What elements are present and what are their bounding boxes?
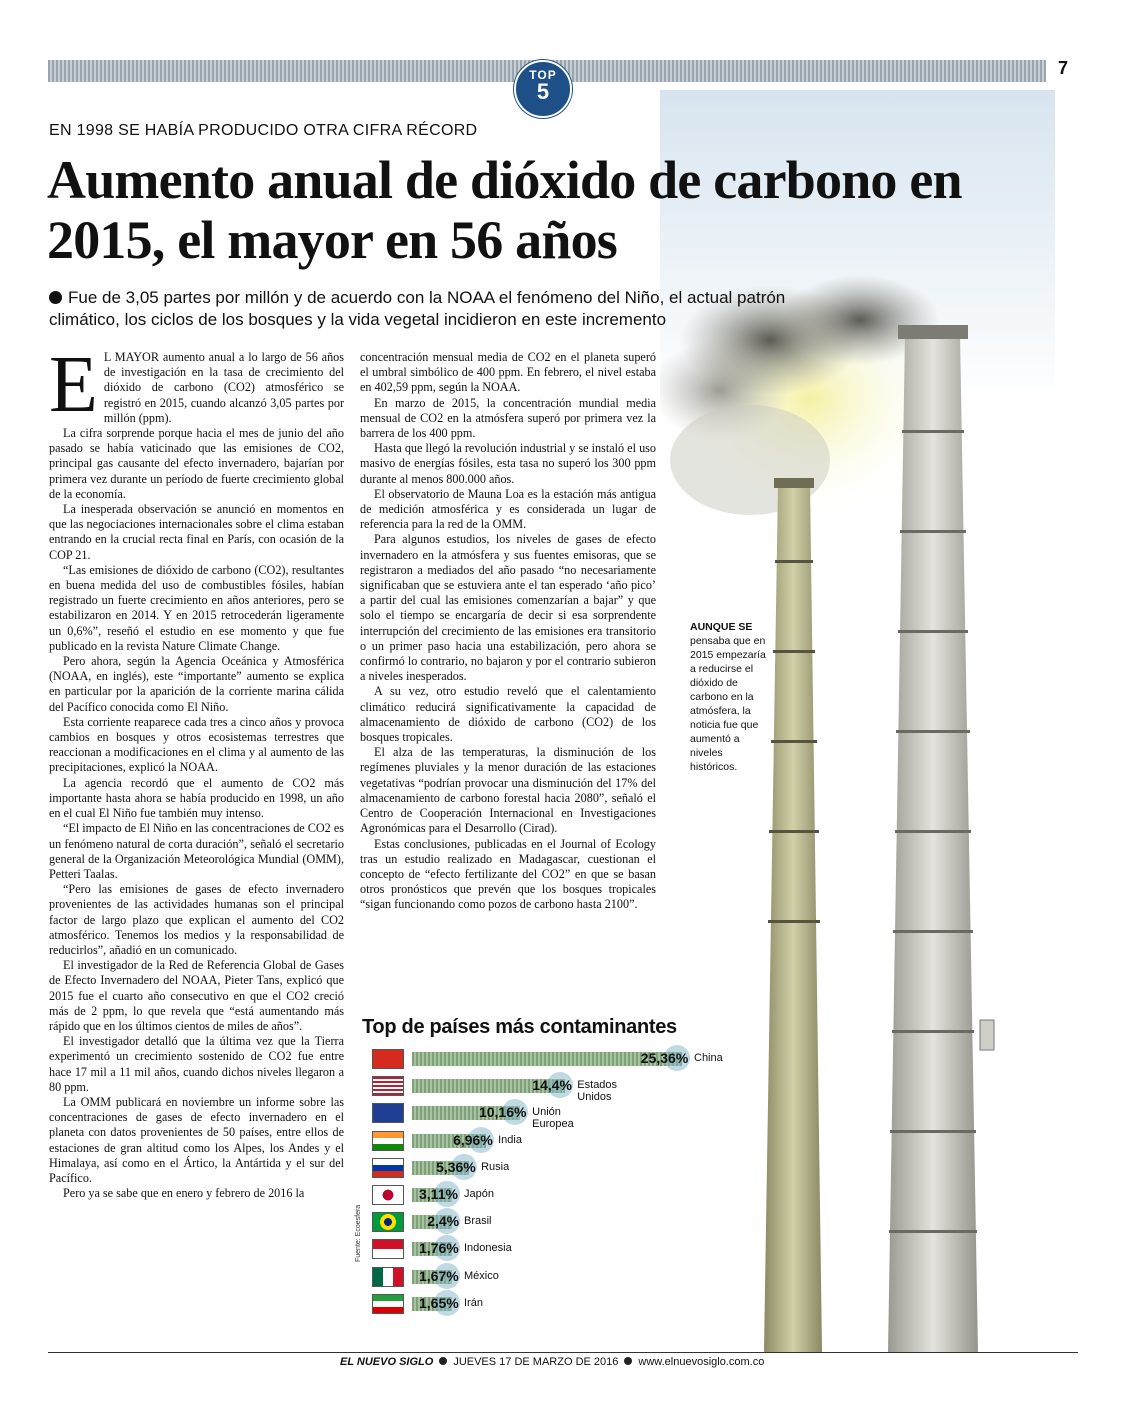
category-label: Brasil [464,1215,492,1228]
photo-caption [690,620,770,774]
bullet-dot-icon [49,291,62,304]
data-label: 1,76% [419,1240,459,1257]
footer-dot-icon [439,1357,447,1365]
data-label: 6,96% [453,1131,493,1148]
article-column-1 [49,341,344,1201]
footer-brand: EL NUEVO SIGLO [340,1356,434,1368]
article-paragraph: concentración mensual media de CO2 en el planeta superó el umbral simbólico de 400 ppm. En febrero, el nivel estaba en 402,59 ppm, según la NOAA. [360,350,656,395]
article-paragraph: El observatorio de Mauna Loa es la estación más antigua de medición atmosférica y es considerada un lugar de referencia para la red de la OMM. [360,486,656,532]
deck-text: Fue de 3,05 partes por millón y de acuerdo con la NOAA el fenómeno del Niño, el actual patrón climático, los ciclos de los bosques y la vida vegetal incidieron en este incremento [49,288,786,329]
flag-icon [372,1158,404,1178]
footer-date: JUEVES 17 DE MARZO DE 2016 [453,1356,619,1368]
flag-icon [372,1103,404,1123]
data-label: 3,11% [419,1186,458,1202]
footer-dot-icon [624,1357,632,1365]
article-paragraph: “El impacto de El Niño en las concentraciones de CO2 es un fenómeno natural de corta duración”, señaló el secretario general de la Organización Meteorológica Mundial (OMM), Petteri Taalas. [49,821,344,881]
data-label: 25,36% [640,1050,689,1066]
headline: Aumento anual de dióxido de carbono en 2015, el mayor en 56 años [47,150,962,270]
flag-icon [372,1131,404,1151]
kicker: EN 1998 SE HABÍA PRODUCIDO OTRA CIFRA RÉCORD [49,122,478,139]
footer-rule [48,1352,1078,1353]
article-paragraph: Pero ahora, según la Agencia Oceánica y Atmosférica (NOAA, en inglés), este “importante” aumento se explica en particular por la aparición de la corriente marina cálida del Pacífico conocida como El Niño. [49,654,344,714]
badge-line2: 5 [536,79,550,104]
category-label: México [464,1269,499,1282]
flag-icon [372,1076,404,1096]
data-label: 5,36% [436,1158,476,1175]
article-paragraph: El investigador de la Red de Referencia Global de Gases de Efecto Invernadero del NOAA, Pieter Tans, explicó que 2015 fue el cuarto año consecutivo en que el CO2 creció más de 2 ppm, lo que revela que “está aumentando más rápido que en los últimos cientos de miles de años”. [49,958,344,1033]
article-paragraph: “Pero las emisiones de gases de efecto invernadero provenientes de las actividades humanas son el principal factor de largo plazo que explican el aumento del CO2 atmosférico. Tenemos los medios y la responsabilidad de reducirlos”, añadió en un comunicado. [49,882,344,957]
drop-cap: E [49,341,98,429]
article-column-2 [360,350,656,913]
caption-lead: AUNQUE SE [690,621,753,633]
article-paragraph: “Las emisiones de dióxido de carbono (CO2), resultantes en buena medida del uso de combustibles fósiles, habían registrado un fuerte crecimiento en años anteriores, pero se estabilizaron en 2014. Y en 2015 retrocederán ligeramente un 0,6%”, reseñó el estudio en ese momento y que fue publicado en la revista Nature Climate Change. [49,562,344,653]
article-paragraph: La agencia recordó que el aumento de CO2 más importante hasta ahora se había producido en 1998, un año en el cual El Niño fue también muy intenso. [49,775,344,821]
flag-icon [372,1049,404,1069]
footer-url: www.elnuevosiglo.com.co [638,1356,765,1368]
article-paragraph: Pero ya se sabe que en enero y febrero de 2016 la [63,1186,305,1201]
badge-line1: TOP [529,68,557,82]
article-paragraph: El investigador detalló que la última vez que la Tierra experimentó un crecimiento sostenido de CO2 fue entre hace 17 mil a 11 mil años, cuando dichos niveles llegaron a 80 ppm. [49,1034,344,1094]
caption-text: pensaba que en 2015 empezaría a reducirse el dióxido de carbono en la atmósfera, la noticia fue que aumentó a niveles históricos. [690,635,766,773]
category-label: Indonesia [464,1242,512,1255]
article-paragraph: Para algunos estudios, los niveles de gases de efecto invernadero en la atmósfera y sus fuentes emisoras, que se registraron a mediados del año pasado “no necesariamente significaban que se estuviera ante el tan esperado ‘año pico’ a partir del cual las emisiones comenzarían a bajar” y que solo el tiempo se encargaría de decir si esa sorprendente interrupción del crecimiento de las emisiones era transitorio o un primer paso hacia una estabilización, pero ahora se confirmó lo contrario, no bajaron y por el contrario subieron a niveles inesperados. [360,532,656,684]
article-paragraph: La cifra sorprende porque hacia el mes de junio del año pasado se había vaticinado que las emisiones de CO2, principal gas causante del efecto invernadero, bajarían por primera vez durante un período de fuerte crecimiento global de la economía. [49,426,344,501]
article-paragraph [49,341,344,429]
article-paragraph: Esta corriente reaparece cada tres a cinco años y provoca cambios en bosques y otros ecosistemas terrestres que reaccionan a modificaciones en el clima y al aumento de las precipitaciones, explicó la NOAA. [49,714,344,775]
data-label: 10,16% [478,1104,527,1121]
article-paragraph: La OMM publicará en noviembre un informe sobre las concentraciones de gases de efecto invernadero en el planeta con datos provenientes de 50 países, entre ellos de estaciones de gran altitud como los Alpes, los Andes y el Himalaya, así como en el Ártico, la Antártida y el sur del Pacífico. [49,1094,344,1185]
article-paragraph: A su vez, otro estudio reveló que el calentamiento climático reducirá significativamente la capacidad de almacenamiento de dióxido de carbono (CO2) de los bosques tropicales. [360,684,656,745]
article-paragraph: En marzo de 2015, la concentración mundial media mensual de CO2 en la atmósfera superó por primera vez la barrera de los 400 ppm. [360,395,656,441]
category-label: Rusia [481,1160,510,1173]
deck [49,287,809,331]
flag-icon [372,1294,404,1314]
category-label: Japón [464,1188,494,1200]
data-label: 2,4% [427,1213,460,1230]
chart-source: Fuente: Ecoesfera [355,1204,362,1262]
flag-icon [372,1239,404,1259]
pollution-bar-chart [360,1045,760,1335]
flag-icon [372,1185,404,1205]
category-label: Unión Europea [532,1106,574,1131]
flag-icon [372,1212,404,1232]
article-paragraph: Estas conclusiones, publicadas en el Journal of Ecology tras un estudio realizado en Madagascar, cuestionan el concepto de “efecto fertilizante del CO2” en que se basan otros pronósticos que prevén que los bosques tropicales “sigan funcionando como pozos de carbono hasta 2100”. [360,836,656,912]
data-label: 1,65% [419,1294,459,1311]
article-paragraph: El alza de las temperaturas, la disminución de los regímenes pluviales y la menor duración de las estaciones vegetativas “podrían provocar una disminución del 17% del almacenamiento de carbono forestal hacia 2080”, señaló el Centro de Cooperación Internacional en Investigaciones Agronómicas para el Desarrollo (Cirad). [360,745,656,836]
flag-icon [372,1267,404,1287]
top5-badge [514,60,572,118]
page-footer [340,1356,764,1368]
category-label: Irán [464,1296,483,1309]
paragraph-text: L MAYOR aumento anual a lo largo de 56 años de investigación en la tasa de crecimiento del dióxido de carbono (CO2) atmosférico se registró en 2015, cuando alcanzó 3,05 partes por millón (ppm). [103,350,344,425]
category-label: China [694,1052,723,1064]
article-paragraph: Hasta que llegó la revolución industrial y se instaló el uso masivo de energías fósiles, esta tasa no superó los 300 ppm durante al menos 800.000 años. [360,441,656,486]
data-label: 1,67% [419,1267,459,1284]
article-paragraph: La inesperada observación se anunció en momentos en que las negociaciones internacionales sobre el clima estaban entrando en la crucial recta final en París, con ocasión de la COP 21. [49,502,344,562]
chart-title: Top de países más contaminantes [362,1016,677,1038]
category-label: Estados Unidos [577,1079,618,1104]
page-number: 7 [1058,58,1069,78]
data-label: 14,4% [532,1077,572,1094]
category-label: India [498,1133,522,1146]
